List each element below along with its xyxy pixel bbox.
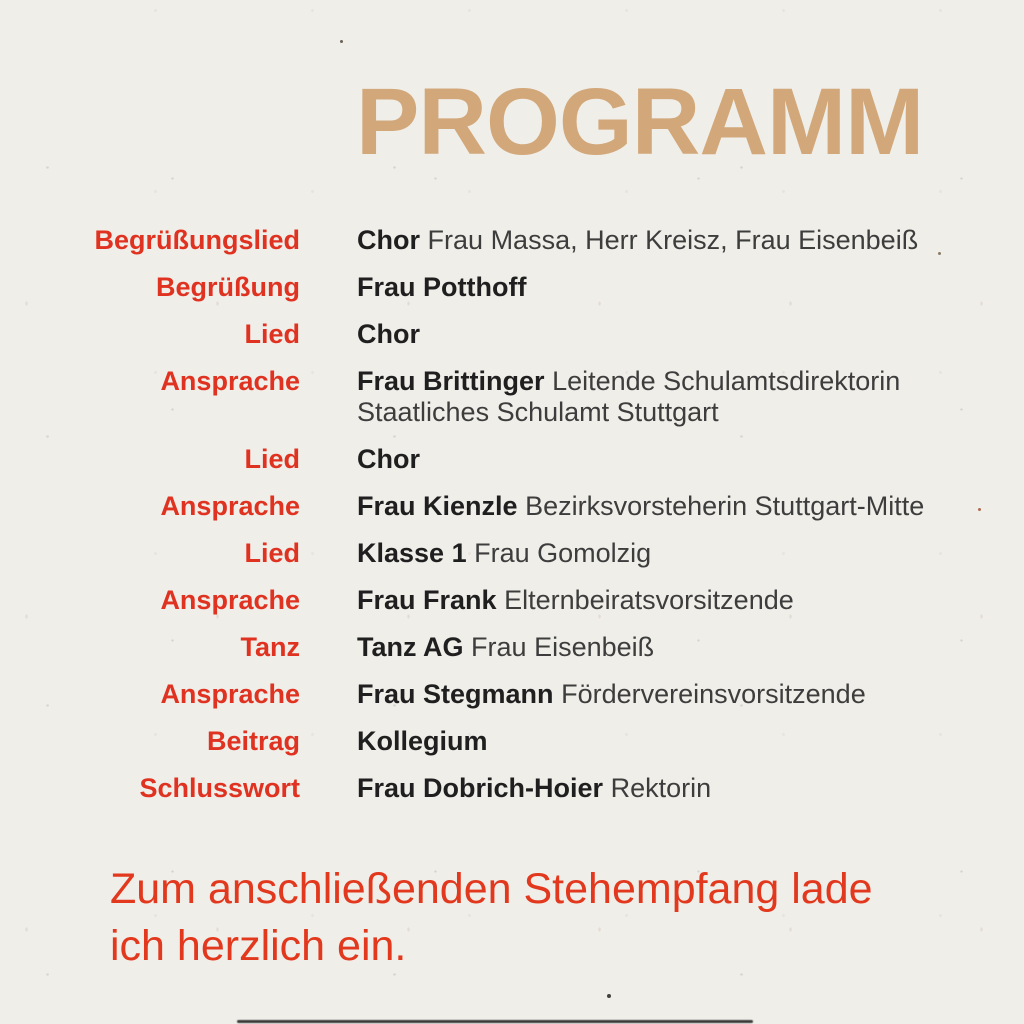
program-row-detail	[357, 585, 1024, 616]
program-row-label: Lied	[244, 538, 300, 568]
program-row	[0, 319, 1024, 350]
program-row-detail	[357, 225, 1024, 256]
program-row-label: Ansprache	[160, 366, 300, 396]
program-row-detail	[357, 538, 1024, 569]
program-row	[0, 538, 1024, 569]
program-row-detail	[357, 679, 1024, 710]
performer-name: Frau Stegmann	[357, 679, 554, 709]
program-row-label: Begrüßungslied	[94, 225, 300, 255]
program-row	[0, 679, 1024, 710]
performer-description: Fördervereinsvorsitzende	[561, 679, 866, 709]
performer-name: Frau Kienzle	[357, 491, 518, 521]
closing-note-line1: Zum anschließenden Stehempfang lade	[110, 865, 873, 913]
performer-description: Frau Eisenbeiß	[471, 632, 655, 662]
performer-description: Rektorin	[610, 773, 712, 803]
program-row	[0, 585, 1024, 616]
program-row	[0, 225, 1024, 256]
paper-speck	[340, 40, 343, 43]
program-row-label: Ansprache	[160, 491, 300, 521]
performer-name: Frau Potthoff	[357, 272, 527, 302]
program-list	[0, 225, 1024, 820]
performer-name: Klasse 1	[357, 538, 467, 568]
program-row-detail	[357, 773, 1024, 804]
paper-speck	[607, 994, 611, 998]
program-row-detail	[357, 272, 1024, 303]
program-row	[0, 726, 1024, 757]
program-row-detail	[357, 726, 1024, 757]
performer-description-line2: Staatliches Schulamt Stuttgart	[357, 397, 719, 427]
performer-name: Chor	[357, 225, 420, 255]
performer-name: Frau Dobrich-Hoier	[357, 773, 604, 803]
paper-speck	[978, 508, 981, 511]
program-row	[0, 491, 1024, 522]
page-title: PROGRAMM	[356, 69, 924, 175]
performer-description: Elternbeiratsvorsitzende	[504, 585, 794, 615]
program-row-label: Begrüßung	[156, 272, 300, 302]
performer-name: Frau Frank	[357, 585, 497, 615]
performer-description: Bezirksvorsteherin Stuttgart-Mitte	[525, 491, 925, 521]
program-row-label: Lied	[244, 319, 300, 349]
paper-speck	[938, 252, 941, 255]
program-row	[0, 773, 1024, 804]
performer-description: Frau Gomolzig	[474, 538, 652, 568]
performer-name: Chor	[357, 319, 420, 349]
performer-name: Chor	[357, 444, 420, 474]
performer-name: Kollegium	[357, 726, 488, 756]
performer-name: Tanz AG	[357, 632, 464, 662]
program-row	[0, 366, 1024, 428]
program-row-label: Ansprache	[160, 585, 300, 615]
closing-note	[110, 861, 873, 975]
scan-edge-shadow	[237, 1020, 753, 1023]
performer-description: Leitende Schulamtsdirektorin	[552, 366, 901, 396]
program-row-detail	[357, 444, 1024, 475]
program-row-detail	[357, 491, 1024, 522]
performer-name: Frau Brittinger	[357, 366, 545, 396]
program-row-label: Schlusswort	[139, 773, 300, 803]
program-row-detail	[357, 632, 1024, 663]
program-row	[0, 632, 1024, 663]
performer-description: Frau Massa, Herr Kreisz, Frau Eisenbeiß	[427, 225, 919, 255]
program-row	[0, 444, 1024, 475]
program-row-detail	[357, 319, 1024, 350]
program-row	[0, 272, 1024, 303]
program-row-label: Tanz	[240, 632, 300, 662]
program-row-detail	[357, 366, 1024, 428]
closing-note-line2: ich herzlich ein.	[110, 922, 407, 970]
program-row-label: Ansprache	[160, 679, 300, 709]
program-row-label: Beitrag	[206, 726, 300, 756]
program-row-label: Lied	[244, 444, 300, 474]
